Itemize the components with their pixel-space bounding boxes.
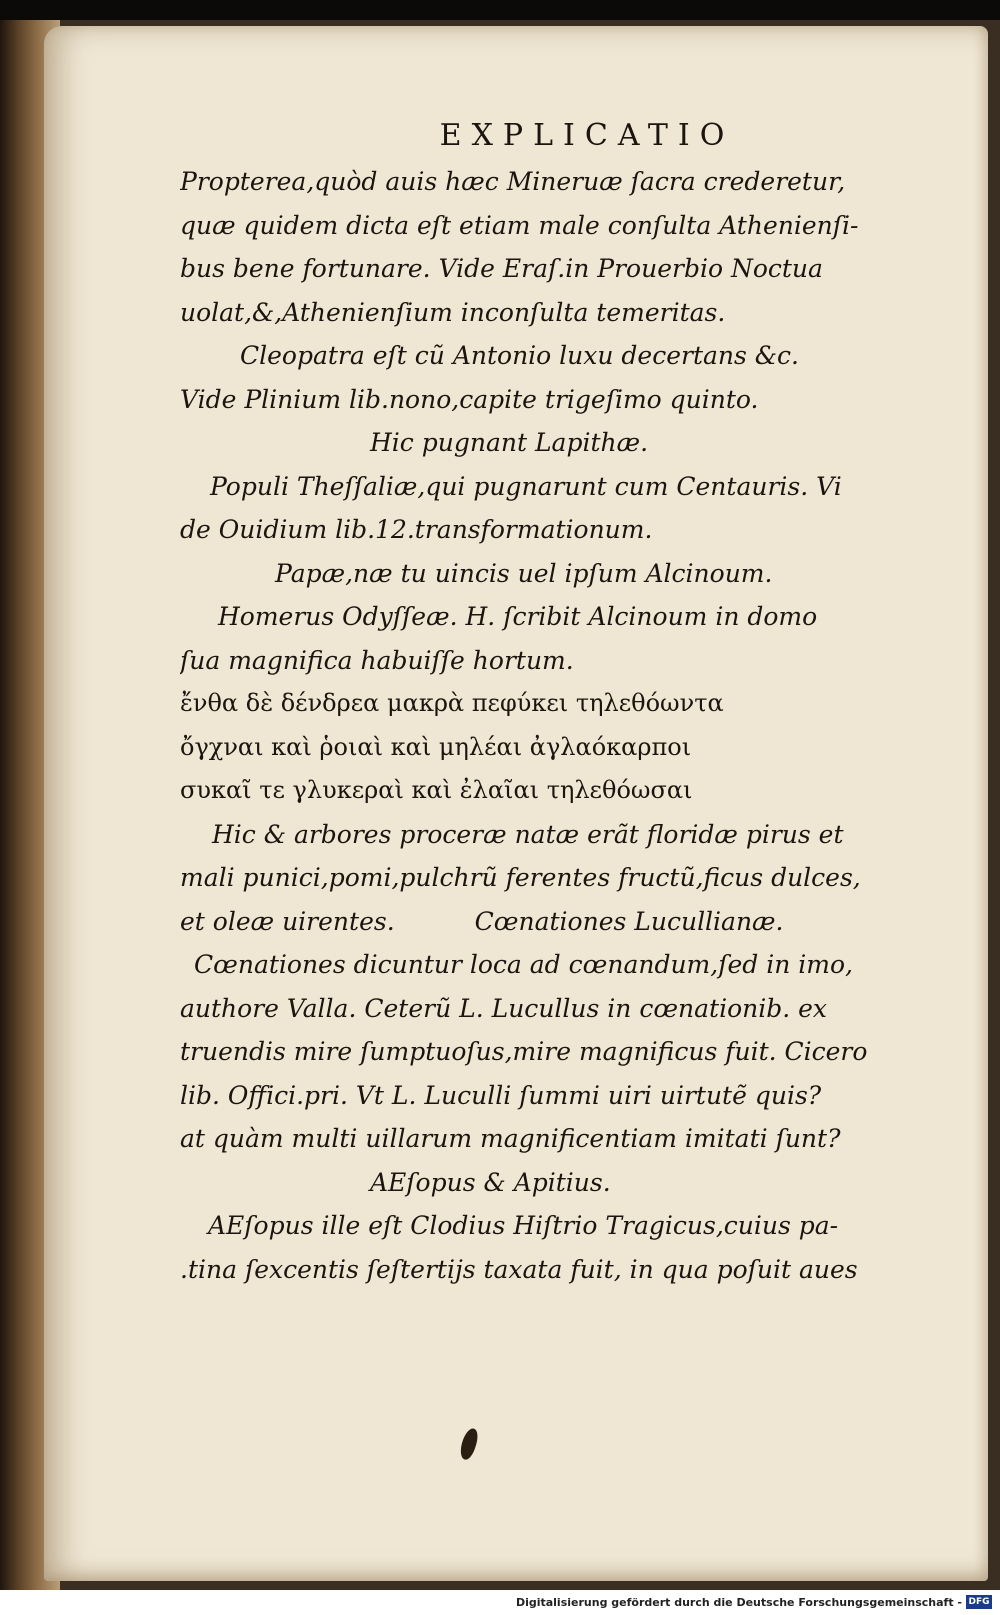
lemma-line: AEſopus & Apitius. xyxy=(370,1167,611,1197)
text-line: AEſopus ille eſt Clodius Hiſtrio Tragicus,cuius pa- xyxy=(208,1211,839,1240)
text-line: ſua magnifica habuiſſe hortum. xyxy=(180,645,574,675)
lemma-line: Papæ,næ tu uincis uel ipſum Alcinoum. xyxy=(275,558,773,588)
running-head: EXPLICATIO xyxy=(439,118,735,153)
text-line: Populi Theſſaliæ,qui pugnarunt cum Centauris. Vi xyxy=(210,471,842,501)
text-line: Cœnationes dicuntur loca ad cœnandum,ſed in imo, xyxy=(194,950,853,979)
greek-verse-line: ἔνθα δὲ δένδρεα μακρὰ πεφύκει τηλεθόωντα xyxy=(180,689,724,717)
lemma-cenationes: Cœnationes Lucullianæ. xyxy=(474,906,784,936)
split-line-left: et oleæ uirentes. xyxy=(180,906,395,936)
page-text-block xyxy=(180,112,924,1291)
text-line: de Ouidium lib.12.transformationum. xyxy=(180,515,653,544)
text-line: Hic & arbores proceræ natæ erãt floridæ pirus et xyxy=(212,819,844,849)
text-line: quæ quidem dicta eſt etiam male conſulta Athenienſi- xyxy=(180,210,859,240)
text-line: lib. Offici.pri. Vt L. Luculli ſummi uiri uirtutẽ quis? xyxy=(180,1080,822,1110)
text-line: truendis mire ſumptuoſus,mire magnificus fuit. Cicero xyxy=(180,1037,868,1066)
text-line: Propterea,quòd auis hæc Mineruæ ſacra crederetur, xyxy=(180,167,846,196)
greek-verse-line: συκαῖ τε γλυκεραὶ καὶ ἐλαῖαι τηλεθόωσαι xyxy=(180,776,693,804)
split-line xyxy=(180,900,924,944)
text-line: Homerus Odyſſeæ. H. ſcribit Alcinoum in domo xyxy=(218,602,818,631)
text-line: uolat,&,Athenienſium inconſulta temeritas. xyxy=(180,297,726,327)
greek-verse-line: ὄγχναι καὶ ῥοιαὶ καὶ μηλέαι ἀγλαόκαρποι xyxy=(180,732,692,761)
lemma-line: Hic pugnant Lapithæ. xyxy=(370,428,649,457)
text-line: at quàm multi uillarum magnificentiam imitati ſunt? xyxy=(180,1124,841,1153)
text-line: mali punici,pomi,pulchrũ ferentes fructũ,ficus dulces, xyxy=(180,863,861,892)
footer-credit: Digitalisierung gefördert durch die Deutsche Forschungsgemeinschaft - xyxy=(515,1596,962,1609)
dfg-logo: DFG xyxy=(966,1595,992,1609)
text-line: .tina ſexcentis ſeſtertijs taxata fuit, in qua poſuit aues xyxy=(180,1254,858,1284)
text-line: authore Valla. Ceterũ L. Lucullus in cœnationib. ex xyxy=(180,993,828,1023)
lemma-line: Cleopatra eſt cũ Antonio luxu decertans &c. xyxy=(240,341,799,370)
text-line: Vide Plinium lib.nono,capite trigeſimo quinto. xyxy=(180,384,759,414)
text-line: bus bene fortunare. Vide Eraſ.in Prouerbio Noctua xyxy=(180,254,823,283)
